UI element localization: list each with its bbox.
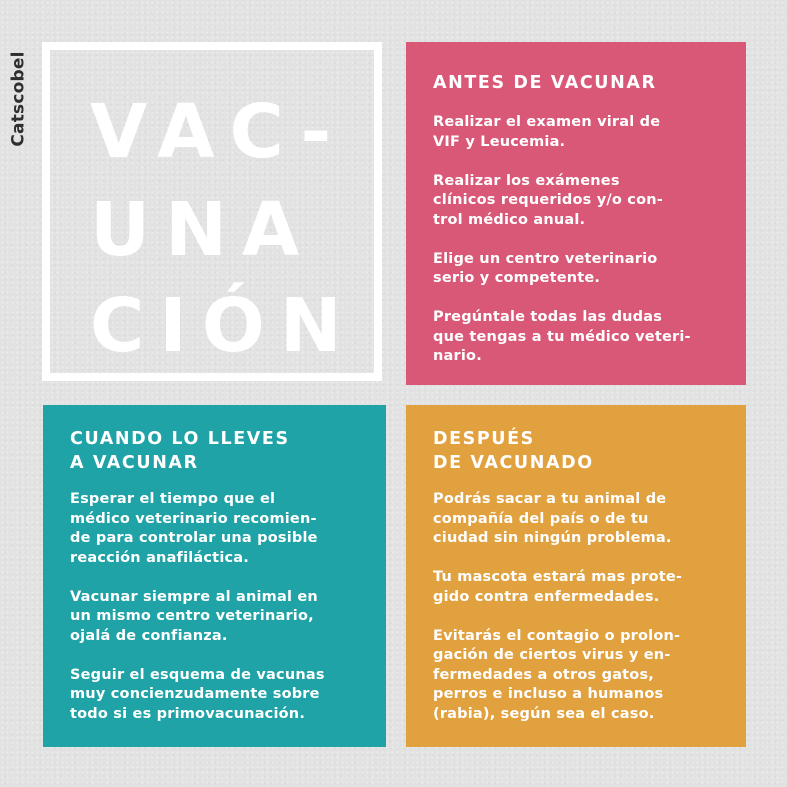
tip-line: Tu mascota estará mas prote- — [433, 569, 683, 585]
heading-line: ANTES DE VACUNAR — [433, 73, 657, 93]
tip-line: reacción anafiláctica. — [70, 549, 249, 566]
brand-logo-text: Catscobel — [9, 51, 29, 147]
tip-paragraph — [70, 666, 370, 725]
during-vaccination-list — [70, 490, 370, 724]
during-vaccination-panel — [43, 405, 386, 747]
tip-line: clínicos requeridos y/o con- — [433, 192, 663, 208]
tip-paragraph — [433, 250, 733, 289]
tip-line: Elige un centro veterinario — [433, 250, 658, 267]
after-vaccination-heading — [433, 427, 594, 475]
tip-line: ciudad sin ningún problema. — [433, 530, 672, 546]
tip-line: Esperar el tiempo que el — [70, 491, 276, 507]
tip-line: ojalá de confianza. — [70, 627, 228, 644]
heading-line: DE VACUNADO — [433, 453, 594, 473]
tip-line: Seguir el esquema de vacunas — [70, 666, 325, 683]
tip-paragraph — [433, 568, 733, 607]
tip-paragraph — [70, 588, 370, 647]
tip-line: gación de ciertos virus y en- — [433, 647, 671, 663]
tip-line: muy concienzudamente sobre — [70, 686, 320, 702]
tip-line: Vacunar siempre al animal en — [70, 588, 318, 605]
tip-paragraph — [433, 172, 733, 231]
tip-line: Evitarás el contagio o prolon- — [433, 627, 681, 644]
after-vaccination-panel — [406, 405, 746, 747]
after-vaccination-list — [433, 490, 733, 724]
tip-line: trol médico anual. — [433, 211, 586, 228]
tip-line: fermedades a otros gatos, — [433, 666, 655, 683]
tip-line: Podrás sacar a tu animal de — [433, 491, 667, 507]
tip-line: que tengas a tu médico veteri- — [433, 328, 691, 345]
tip-paragraph — [433, 113, 733, 152]
heading-line: A VACUNAR — [70, 453, 199, 473]
tip-line: (rabia), según sea el caso. — [433, 705, 655, 722]
tip-paragraph — [433, 308, 733, 367]
tip-line: gido contra enfermedades. — [433, 588, 660, 605]
heading-line: CUANDO LO LLEVES — [70, 429, 290, 449]
during-vaccination-heading — [70, 427, 290, 475]
tip-line: un mismo centro veterinario, — [70, 608, 314, 624]
tip-line: perros e incluso a humanos — [433, 686, 664, 702]
tip-line: Realizar los exámenes — [433, 172, 620, 189]
before-vaccination-panel — [406, 42, 746, 385]
tip-line: serio y competente. — [433, 270, 601, 286]
brand-logo — [4, 38, 34, 160]
before-vaccination-heading — [433, 71, 657, 95]
tip-line: de para controlar una posible — [70, 530, 318, 546]
before-vaccination-list — [433, 113, 733, 367]
tip-paragraph — [433, 490, 733, 549]
tip-paragraph — [433, 627, 733, 725]
tip-line: nario. — [433, 348, 482, 364]
heading-line: DESPUÉS — [433, 429, 535, 449]
title-frame — [42, 42, 382, 381]
title-line-2: UNA — [90, 187, 315, 273]
tip-line: todo si es primovacunación. — [70, 705, 306, 722]
tip-line: Realizar el examen viral de — [433, 114, 661, 130]
tip-line: VIF y Leucemia. — [433, 133, 566, 150]
tip-line: médico veterinario recomien- — [70, 510, 317, 527]
title-line-1: VAC- — [90, 89, 347, 175]
title-line-3: CIÓN — [90, 283, 357, 369]
tip-line: compañía del país o de tu — [433, 510, 649, 527]
tip-paragraph — [70, 490, 370, 568]
tip-line: Pregúntale todas las dudas — [433, 309, 663, 325]
